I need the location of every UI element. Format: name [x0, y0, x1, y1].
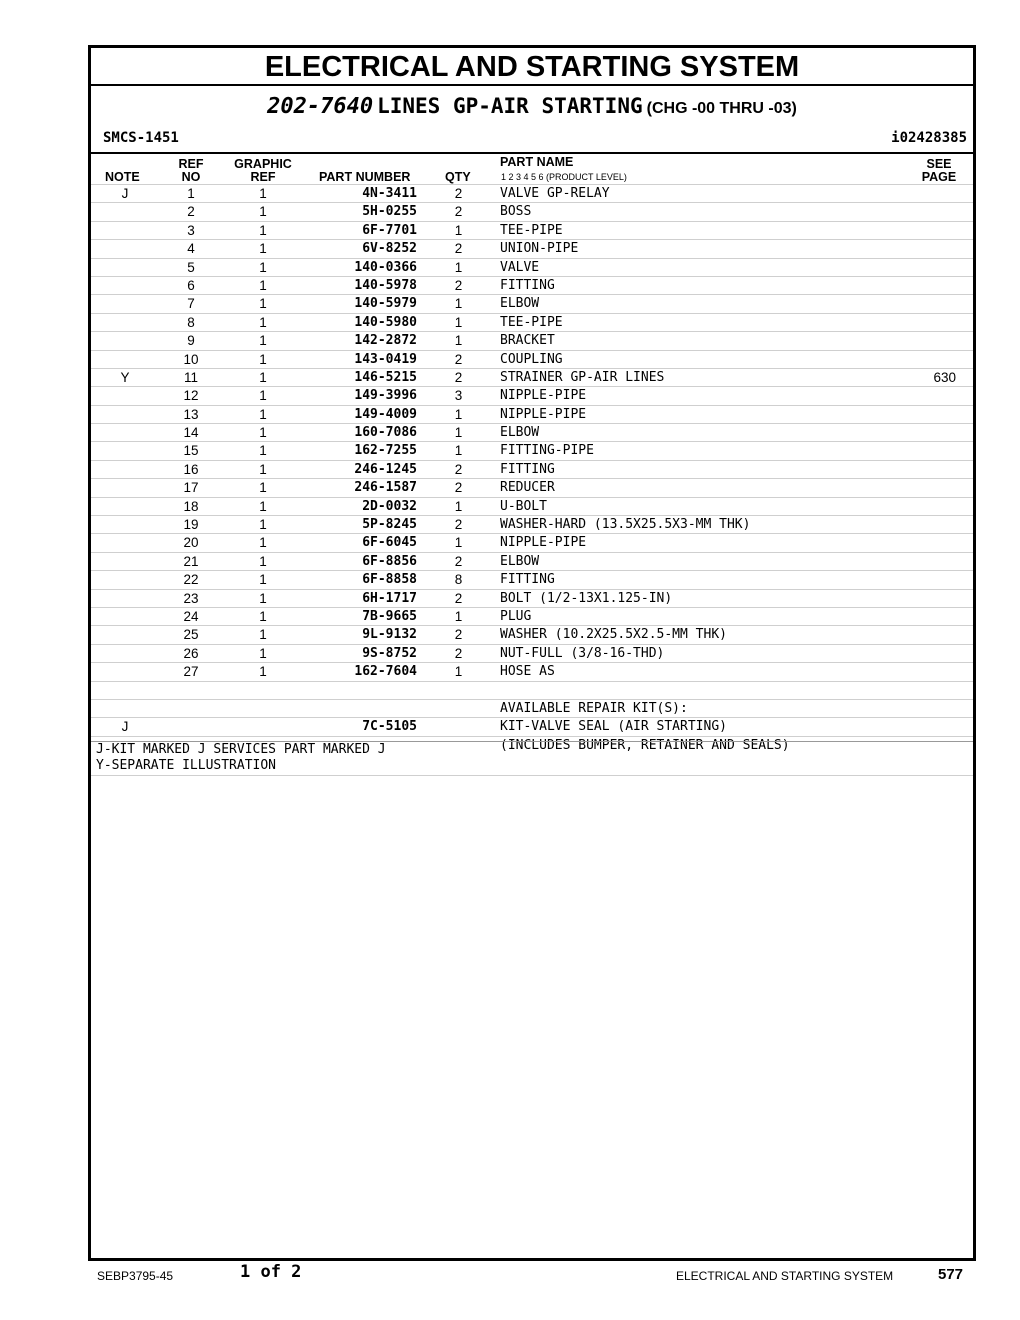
page-frame — [88, 45, 976, 1261]
cell-qty: 1 — [454, 314, 463, 330]
cell-ref-no: 25 — [183, 627, 199, 643]
cell-part-number: 246-1245 — [354, 461, 417, 477]
cell-part-name: WASHER-HARD (13.5X25.5X3-MM THK) — [500, 517, 751, 533]
cell-part-name: PLUG — [500, 608, 532, 624]
cell-ref-no: 15 — [183, 443, 199, 459]
smcs-code: SMCS-1451 — [103, 130, 179, 146]
cell-ref-no: 8 — [187, 314, 195, 330]
cell-ref-no: 20 — [183, 535, 199, 551]
table-row — [91, 184, 973, 202]
table-row — [91, 552, 973, 570]
page-title: ELECTRICAL AND STARTING SYSTEM — [91, 48, 973, 86]
cell-see-page: 630 — [933, 369, 956, 385]
footer-section: ELECTRICAL AND STARTING SYSTEM — [676, 1269, 894, 1283]
group-heading — [91, 94, 973, 119]
table-row — [91, 644, 973, 662]
cell-ref-no: 26 — [183, 645, 199, 661]
cell-graphic-ref: 1 — [259, 645, 267, 661]
cell-qty: 1 — [454, 608, 463, 624]
cell-qty: 8 — [454, 572, 463, 588]
cell-part-name: AVAILABLE REPAIR KIT(S): — [500, 700, 688, 716]
cell-graphic-ref: 1 — [259, 314, 267, 330]
table-row — [91, 460, 973, 478]
cell-part-number: 162-7604 — [354, 664, 417, 680]
document-id: i02428385 — [891, 130, 967, 146]
cell-graphic-ref: 1 — [259, 553, 267, 569]
cell-qty: 1 — [454, 259, 463, 275]
table-row — [91, 681, 973, 699]
cell-graphic-ref: 1 — [259, 535, 267, 551]
cell-part-name: REDUCER — [500, 480, 555, 496]
cell-graphic-ref: 1 — [259, 572, 267, 588]
footer-page-of: 1 of 2 — [240, 1262, 302, 1282]
cell-qty: 2 — [454, 553, 463, 569]
cell-part-number: 6F-7701 — [362, 222, 417, 238]
cell-part-number: 7B-9665 — [362, 608, 417, 624]
cell-graphic-ref: 1 — [259, 296, 267, 312]
cell-ref-no: 11 — [183, 369, 198, 385]
note-y: Y-SEPARATE ILLUSTRATION — [96, 758, 277, 773]
cell-part-number: 9L-9132 — [362, 627, 417, 643]
cell-graphic-ref: 1 — [259, 259, 267, 275]
cell-qty: 2 — [454, 369, 463, 385]
cell-part-name: FITTING — [500, 572, 555, 588]
cell-ref-no: 18 — [183, 498, 199, 514]
table-row — [91, 202, 973, 220]
cell-part-name: U-BOLT — [500, 498, 547, 514]
cell-part-name: ELBOW — [500, 425, 540, 441]
col-graphic-header-top: GRAPHIC — [234, 157, 292, 171]
cell-part-name: ELBOW — [500, 296, 540, 312]
cell-part-name: TEE-PIPE — [500, 222, 563, 238]
col-ref-header-bottom: NO — [181, 170, 201, 184]
cell-part-name: ELBOW — [500, 553, 540, 569]
col-part-number-header: PART NUMBER — [319, 170, 411, 184]
cell-qty: 1 — [454, 333, 463, 349]
cell-ref-no: 27 — [183, 664, 199, 680]
cell-graphic-ref: 1 — [259, 351, 267, 367]
cell-ref-no: 1 — [187, 186, 195, 201]
cell-qty: 1 — [454, 664, 463, 680]
cell-graphic-ref: 1 — [259, 627, 267, 643]
cell-note: J — [121, 719, 129, 735]
table-row — [91, 717, 973, 735]
cell-qty: 2 — [454, 351, 463, 367]
table-row — [91, 533, 973, 551]
footer-page-number: 577 — [938, 1266, 964, 1283]
cell-graphic-ref: 1 — [259, 664, 267, 680]
cell-qty: 1 — [454, 498, 463, 514]
table-row — [91, 258, 973, 276]
cell-part-name: FITTING — [500, 461, 555, 477]
cell-part-number: 143-0419 — [354, 351, 417, 367]
cell-part-name: FITTING — [500, 277, 555, 293]
cell-qty: 2 — [454, 645, 463, 661]
col-see-header-bottom: PAGE — [921, 170, 957, 184]
cell-part-number: 140-5979 — [354, 296, 417, 312]
table-row — [91, 515, 973, 533]
cell-graphic-ref: 1 — [259, 333, 267, 349]
cell-part-number: 149-4009 — [354, 406, 417, 422]
cell-qty: 2 — [454, 204, 463, 220]
product-level-legend: 1 2 3 4 5 6 (PRODUCT LEVEL) — [501, 172, 627, 182]
cell-graphic-ref: 1 — [259, 241, 267, 257]
cell-part-name: NIPPLE-PIPE — [500, 388, 587, 404]
cell-graphic-ref: 1 — [259, 277, 267, 293]
cell-ref-no: 4 — [187, 241, 195, 257]
cell-part-number: 140-5980 — [354, 314, 417, 330]
cell-graphic-ref: 1 — [259, 369, 267, 385]
cell-part-name: WASHER (10.2X25.5X2.5-MM THK) — [500, 627, 727, 643]
cell-graphic-ref: 1 — [259, 425, 267, 441]
col-part-name-header: PART NAME — [500, 155, 574, 169]
cell-qty: 2 — [454, 590, 463, 606]
cell-part-number: 162-7255 — [354, 443, 417, 459]
cell-ref-no: 16 — [183, 461, 199, 477]
group-name: LINES GP-AIR STARTING — [377, 94, 643, 118]
cell-part-number: 246-1587 — [354, 480, 417, 496]
cell-graphic-ref: 1 — [259, 406, 267, 422]
note-j: J-KIT MARKED J SERVICES PART MARKED J — [96, 742, 386, 757]
cell-part-name: BRACKET — [500, 333, 555, 349]
table-row — [91, 405, 973, 423]
table-row — [91, 313, 973, 331]
cell-graphic-ref: 1 — [259, 590, 267, 606]
cell-note: J — [121, 186, 129, 201]
notes-legend — [91, 741, 973, 776]
cell-part-name: TEE-PIPE — [500, 314, 563, 330]
cell-part-number: 146-5215 — [354, 369, 417, 385]
cell-part-number: 140-5978 — [354, 277, 417, 293]
table-row — [91, 662, 973, 680]
cell-qty: 2 — [454, 277, 463, 293]
cell-part-number: 7C-5105 — [362, 719, 417, 735]
table-row — [91, 368, 973, 386]
cell-qty: 1 — [454, 222, 463, 238]
table-row — [91, 589, 973, 607]
cell-part-name: VALVE — [500, 259, 540, 275]
cell-part-name: KIT-VALVE SEAL (AIR STARTING) — [500, 719, 727, 735]
header-divider — [91, 152, 973, 154]
table-row — [91, 423, 973, 441]
cell-ref-no: 7 — [187, 296, 195, 312]
cell-ref-no: 9 — [187, 333, 195, 349]
cell-graphic-ref: 1 — [259, 517, 267, 533]
cell-part-number: 5H-0255 — [362, 204, 417, 220]
cell-part-number: 6H-1717 — [362, 590, 417, 606]
cell-ref-no: 6 — [187, 277, 195, 293]
table-row — [91, 607, 973, 625]
cell-qty: 1 — [454, 296, 463, 312]
cell-qty: 1 — [454, 425, 463, 441]
cell-ref-no: 13 — [183, 406, 199, 422]
footer-doc-number: SEBP3795-45 — [97, 1269, 174, 1283]
cell-qty: 1 — [454, 443, 463, 459]
cell-graphic-ref: 1 — [259, 204, 267, 220]
table-row — [91, 350, 973, 368]
table-row — [91, 497, 973, 515]
cell-qty: 2 — [454, 241, 463, 257]
cell-ref-no: 12 — [183, 388, 199, 404]
table-row — [91, 294, 973, 312]
cell-graphic-ref: 1 — [259, 461, 267, 477]
cell-part-number: 149-3996 — [354, 388, 417, 404]
cell-ref-no: 3 — [187, 222, 195, 238]
cell-part-number: 4N-3411 — [362, 186, 417, 201]
table-row — [91, 239, 973, 257]
table-row — [91, 276, 973, 294]
cell-part-name: UNION-PIPE — [500, 241, 579, 257]
cell-note: Y — [120, 369, 130, 385]
cell-qty: 2 — [454, 186, 463, 201]
cell-graphic-ref: 1 — [259, 222, 267, 238]
table-row — [91, 331, 973, 349]
table-row — [91, 625, 973, 643]
cell-part-number: 9S-8752 — [362, 645, 417, 661]
cell-part-number: 6V-8252 — [362, 241, 417, 257]
cell-ref-no: 17 — [183, 480, 199, 496]
cell-part-number: 2D-0032 — [362, 498, 417, 514]
cell-ref-no: 19 — [183, 517, 199, 533]
cell-part-name: NIPPLE-PIPE — [500, 535, 587, 551]
col-graphic-header-bottom: REF — [250, 170, 276, 184]
cell-part-number: 142-2872 — [354, 333, 417, 349]
cell-part-name: (INCLUDES BUMPER, RETAINER AND SEALS) — [500, 737, 790, 753]
cell-part-name: VALVE GP-RELAY — [500, 186, 610, 201]
cell-graphic-ref: 1 — [259, 443, 267, 459]
table-row — [91, 478, 973, 496]
col-ref-header-top: REF — [178, 157, 204, 171]
cell-part-name: BOLT (1/2-13X1.125-IN) — [500, 590, 673, 606]
cell-qty: 2 — [454, 627, 463, 643]
cell-qty: 2 — [454, 517, 463, 533]
cell-part-number: 140-0366 — [354, 259, 417, 275]
cell-graphic-ref: 1 — [259, 480, 267, 496]
cell-qty: 2 — [454, 461, 463, 477]
cell-graphic-ref: 1 — [259, 186, 267, 201]
cell-ref-no: 2 — [187, 204, 195, 220]
cell-part-name: NIPPLE-PIPE — [500, 406, 587, 422]
col-qty-header: QTY — [445, 170, 471, 184]
cell-part-number: 160-7086 — [354, 425, 417, 441]
cell-part-name: NUT-FULL (3/8-16-THD) — [500, 645, 665, 661]
col-note-header: NOTE — [105, 170, 140, 184]
cell-ref-no: 5 — [187, 259, 195, 275]
col-see-header-top: SEE — [926, 157, 952, 171]
cell-part-name: HOSE AS — [500, 664, 555, 680]
cell-ref-no: 23 — [183, 590, 199, 606]
cell-part-number: 6F-8858 — [362, 572, 417, 588]
group-change-range: (CHG -00 THRU -03) — [646, 100, 797, 117]
cell-graphic-ref: 1 — [259, 608, 267, 624]
cell-ref-no: 14 — [183, 425, 199, 441]
cell-part-number: 6F-8856 — [362, 553, 417, 569]
cell-graphic-ref: 1 — [259, 388, 267, 404]
cell-ref-no: 22 — [183, 572, 199, 588]
cell-part-name: STRAINER GP-AIR LINES — [500, 369, 665, 385]
table-row — [91, 441, 973, 459]
cell-qty: 1 — [454, 406, 463, 422]
cell-part-name: FITTING-PIPE — [500, 443, 594, 459]
cell-part-name: BOSS — [500, 204, 532, 220]
table-row — [91, 570, 973, 588]
cell-qty: 2 — [454, 480, 463, 496]
group-part-number: 202-7640 — [267, 94, 374, 119]
cell-part-number: 6F-6045 — [362, 535, 417, 551]
cell-ref-no: 24 — [183, 608, 199, 624]
cell-graphic-ref: 1 — [259, 498, 267, 514]
cell-ref-no: 21 — [183, 553, 199, 569]
parts-table — [91, 184, 973, 754]
cell-part-number: 5P-8245 — [362, 517, 417, 533]
cell-qty: 1 — [454, 535, 463, 551]
table-row — [91, 386, 973, 404]
cell-part-name: COUPLING — [500, 351, 563, 367]
table-row — [91, 699, 973, 717]
cell-ref-no: 10 — [183, 351, 199, 367]
cell-qty: 3 — [454, 388, 463, 404]
table-row — [91, 221, 973, 239]
